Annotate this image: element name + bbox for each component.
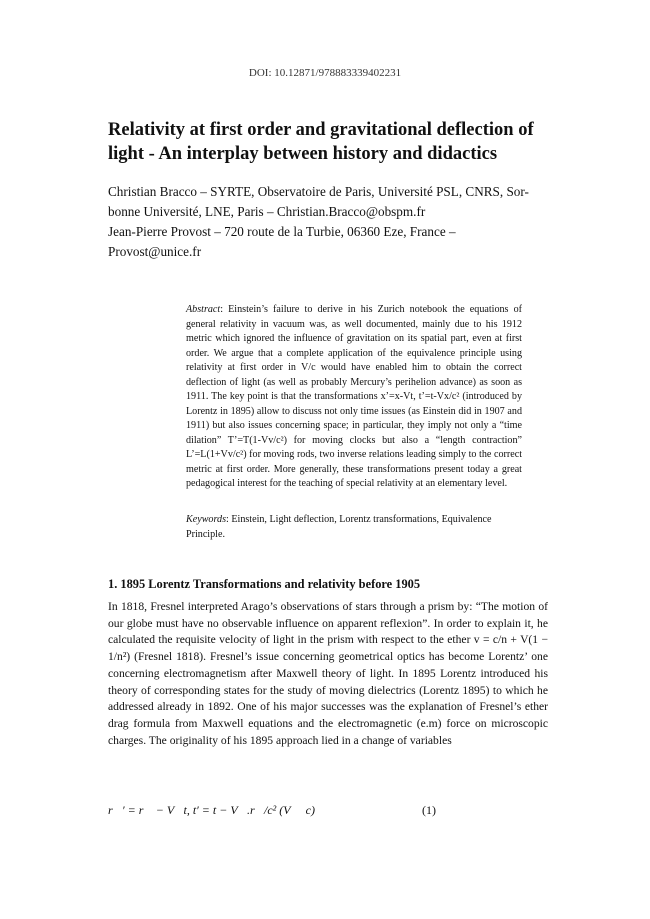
keywords-label: Keywords xyxy=(186,514,227,525)
section-heading: 1. 1895 Lorentz Transformations and relativity before 1905 xyxy=(108,577,421,591)
abstract-text: : Einstein’s failure to derive in his Zurich notebook the equations of general relativity in vacuum was, as well documented, mainly due to his 1912 metric which ignored the influence of gravitation on its spatial part, even at first order. We argue that a complete application of the equivalence principle using relativity at first order in V/c would have enabled him to obtain the correct deflection of light (as well as probably Mercury’s perihelion advance) as soon as 1911. The key point is that the transformations x’=x-Vt, t’=t-Vx/c² (introduced by Lorentz in 1895) allow to discuss not only time issues (as Einstein did in 1907 and 1911) but also issues concerning space; in particular, they imply not only a “time dilation” T’=T(1-Vv/c²) for moving clocks but also a “length contraction” L’=L(1+Vv/c²) for moving rods, two inverse relations leading simply to the correct metric at first order. More generally, these transformations present today a great pedagogical interest for the teaching of special relativity at an elementary level. xyxy=(186,304,522,489)
author-line: Provost@unice.fr xyxy=(108,244,202,259)
author-line: Christian Bracco – SYRTE, Observatoire de Paris, Université PSL, CNRS, Sor- xyxy=(108,184,529,199)
keywords xyxy=(186,513,522,542)
author-line: bonne Université, LNE, Paris – Christian.Bracco@obspm.fr xyxy=(108,204,426,219)
section-body: In 1818, Fresnel interpreted Arago’s observations of stars through a prism by: “The motion of our globe must have no observable influence on apparent reflexion”. In order to explain it, he calculated the requisite velocity of light in the prism with respect to the ether v = c/n + V(1 − 1/n²) (Fresnel 1818). Fresnel’s issue concerning geometrical optics has become Lorentz’ one concerning electromagnetism after Maxwell theory of light. In 1895 Lorentz introduced his theory of corresponding states for the study of moving dielectrics (Lorentz 1895) to which he addressed already in 1892. One of his major successes was the explanation of Fresnel’s ether drag formula from Maxwell equations and the electromagnetic (e.m) force on microscopic charges. The originality of his 1895 approach lied in a change of variables xyxy=(108,600,548,747)
equation-1 xyxy=(108,803,548,818)
paper-title: Relativity at first order and gravitational deflection of light - An interplay between history and didactics xyxy=(108,120,534,164)
equation-number: (1) xyxy=(422,803,436,817)
abstract xyxy=(186,303,522,492)
doi-line: DOI: 10.12871/978883339402231 xyxy=(248,67,402,79)
abstract-label: Abstract xyxy=(186,304,221,315)
equation-expression: r⃗′ = r⃗ − V⃗t, t′ = t − V⃗.r⃗/c² (V ≪ c) xyxy=(108,803,316,817)
author-block xyxy=(108,182,548,262)
author-line: Jean-Pierre Provost – 720 route de la Turbie, 06360 Eze, France – xyxy=(108,224,456,239)
keywords-text: : Einstein, Light deflection, Lorentz transformations, Equivalence Principle. xyxy=(186,514,492,540)
